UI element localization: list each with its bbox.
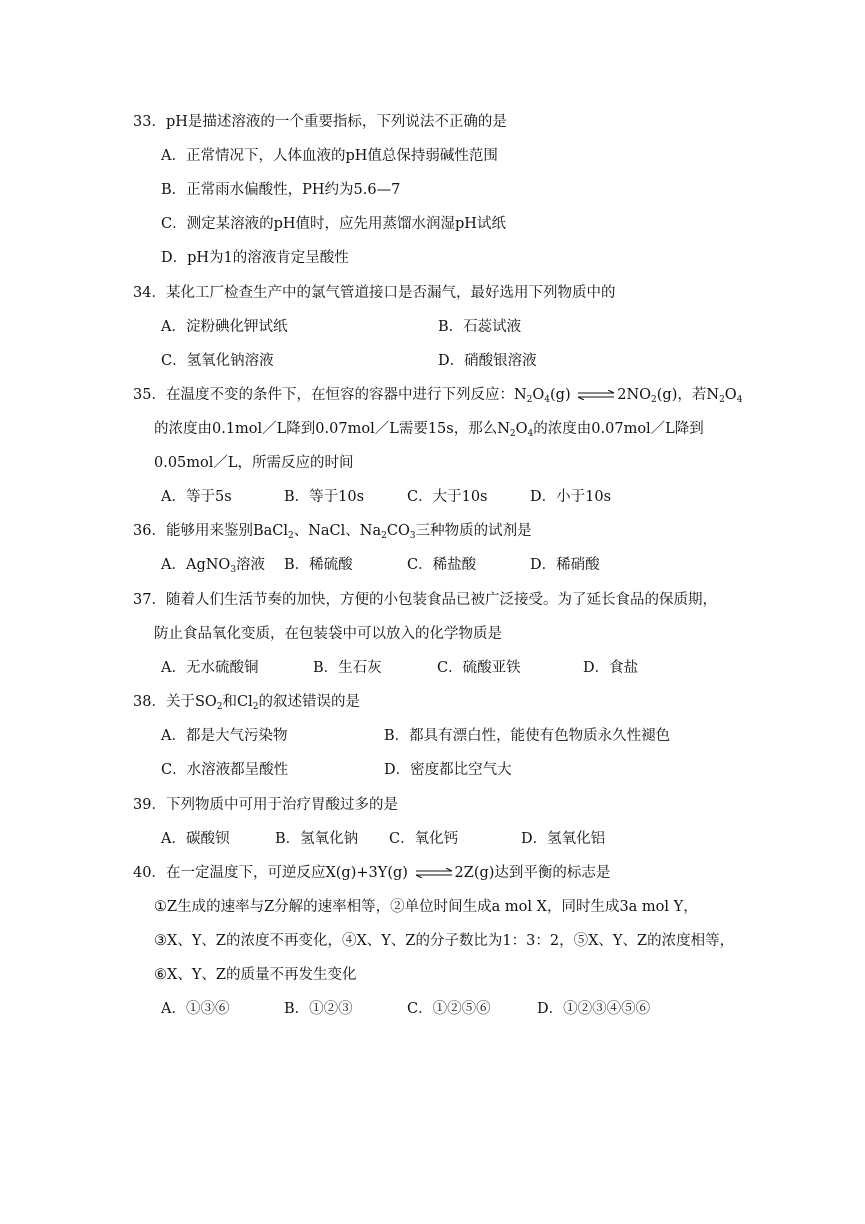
question-33-stem: 33．pH是描述溶液的一个重要指标，下列说法不正确的是 bbox=[133, 114, 507, 130]
question-35-option-d: D．小于10s bbox=[530, 489, 612, 505]
question-38-stem: 38．关于$SO_2$和$Cl_2$的叙述错误的是 bbox=[133, 694, 360, 712]
question-38-option-c: C．水溶液都呈酸性 bbox=[161, 762, 289, 778]
question-38-option-b: B．都具有漂白性，能使有色物质永久性褪色 bbox=[384, 728, 671, 744]
question-40-option-c: C．①②⑤⑥ bbox=[407, 1001, 491, 1017]
question-40-stem: 40．在一定温度下，可逆反应X(g)+3Y(g) 2Z(g)达到平衡的标志是 bbox=[133, 865, 611, 881]
question-34-option-a: A．淀粉碘化钾试纸 bbox=[161, 319, 288, 335]
question-38-option-d: D．密度都比空气大 bbox=[384, 762, 512, 778]
question-36-option-c: C．稀盐酸 bbox=[407, 557, 477, 573]
question-34-option-b: B．石蕊试液 bbox=[438, 319, 522, 335]
question-37-stem: 37．随着人们生活节奏的加快，方便的小包装食品已被广泛接受。为了延长食品的保质期， bbox=[133, 592, 717, 608]
question-34-stem: 34．某化工厂检查生产中的氯气管道接口是否漏气，最好选用下列物质中的 bbox=[133, 285, 616, 301]
question-34-option-d: D．硝酸银溶液 bbox=[438, 353, 537, 369]
equilibrium-arrow-icon bbox=[414, 868, 454, 878]
question-35-stem-line2: 的浓度由0.1mol／L降到0.07mol／L需要15s，那么$N_2O_4$的浓度由0.07mol／L降到 bbox=[154, 421, 704, 439]
question-40-stem-line4: ⑥X、Y、Z的质量不再发生变化 bbox=[154, 967, 357, 983]
question-36-stem: 36．能够用来鉴别BaCl$_2$、NaCl、$Na_2CO_3$三种物质的试剂是 bbox=[133, 523, 532, 541]
question-37-option-b: B．生石灰 bbox=[313, 660, 382, 676]
question-34-option-c: C．氢氧化钠溶液 bbox=[161, 353, 274, 369]
question-36-option-d: D．稀硝酸 bbox=[530, 557, 600, 573]
question-40-option-b: B．①②③ bbox=[284, 1001, 353, 1017]
question-39-stem: 39．下列物质中可用于治疗胃酸过多的是 bbox=[133, 797, 398, 813]
question-36-option-a: A．AgNO$_3$溶液 bbox=[161, 557, 266, 575]
question-37-option-d: D．食盐 bbox=[583, 660, 639, 676]
question-36-option-b: B．稀硫酸 bbox=[284, 557, 353, 573]
question-39-option-d: D．氢氧化铝 bbox=[521, 831, 606, 847]
question-39-option-a: A．碳酸钡 bbox=[161, 831, 230, 847]
question-37-stem-line2: 防止食品氧化变质，在包装袋中可以放入的化学物质是 bbox=[154, 626, 502, 642]
question-37-option-c: C．硫酸亚铁 bbox=[437, 660, 521, 676]
question-33-option-b: B．正常雨水偏酸性，PH约为5.6—7 bbox=[161, 182, 401, 198]
question-40-stem-line2: ①Z生成的速率与Z分解的速率相等，②单位时间生成a mol X，同时生成3a mol Y， bbox=[154, 899, 698, 915]
question-38-option-a: A．都是大气污染物 bbox=[161, 728, 288, 744]
question-40-stem-line3: ③X、Y、Z的浓度不再变化，④X、Y、Z的分子数比为1：3：2，⑤X、Y、Z的浓度相等， bbox=[154, 933, 735, 949]
question-39-option-b: B．氢氧化钠 bbox=[275, 831, 359, 847]
question-33-option-c: C．测定某溶液的pH值时，应先用蒸馏水润湿pH试纸 bbox=[161, 216, 506, 232]
question-35-stem-line3: 0.05mol／L，所需反应的时间 bbox=[154, 455, 354, 471]
question-35-option-c: C．大于10s bbox=[407, 489, 488, 505]
question-37-option-a: A．无水硫酸铜 bbox=[161, 660, 259, 676]
question-40-option-a: A．①③⑥ bbox=[161, 1001, 230, 1017]
question-33-option-a: A．正常情况下，人体血液的pH值总保持弱碱性范围 bbox=[161, 148, 498, 164]
question-35-option-a: A．等于5s bbox=[161, 489, 232, 505]
question-39-option-c: C．氧化钙 bbox=[389, 831, 459, 847]
question-35-stem: 35．在温度不变的条件下，在恒容的容器中进行下列反应：$N_2O_4(g)$ $2NO_2(g)$，若$N_2O_4$ bbox=[133, 387, 743, 405]
question-33-option-d: D．pH为1的溶液肯定呈酸性 bbox=[161, 250, 349, 266]
question-40-option-d: D．①②③④⑤⑥ bbox=[537, 1001, 651, 1017]
equilibrium-arrow-icon bbox=[576, 390, 616, 400]
question-35-option-b: B．等于10s bbox=[284, 489, 365, 505]
